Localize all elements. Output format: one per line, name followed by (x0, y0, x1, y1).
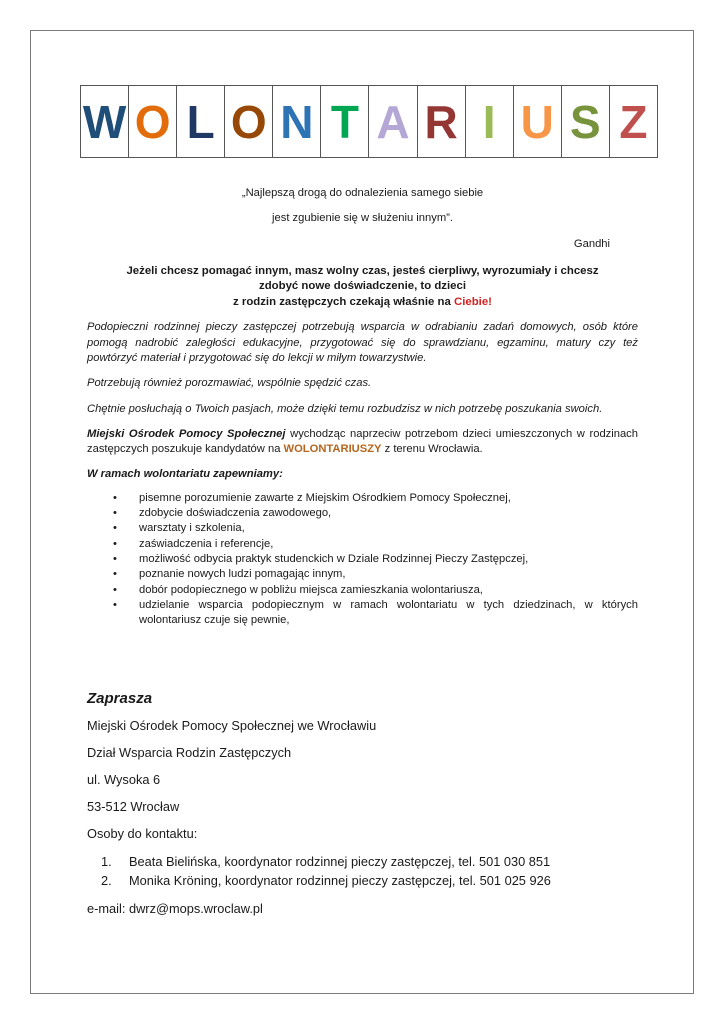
contact-street: ul. Wysoka 6 (87, 772, 161, 787)
contact-heading: Zaprasza (87, 690, 153, 707)
banner-letter: W (81, 86, 129, 157)
contact-city: 53-512 Wrocław (87, 799, 180, 814)
banner-letter: O (225, 86, 273, 157)
list-item: • pisemne porozumienie zawarte z Miejskim Ośrodkiem Pomocy Społecznej, (113, 491, 638, 506)
paragraph-talk: Potrzebują również porozmawiać, wspólnie spędzić czas. (87, 377, 372, 390)
list-item: • możliwość odbycia praktyk studenckich w Dziale Rodzinnej Pieczy Zastępczej, (113, 552, 638, 567)
banner-letter: N (273, 86, 321, 157)
list-item (87, 854, 647, 869)
mops-text: wychodząc naprzeciw potrzebom dzieci umieszczonych w rodzinach zastępczych poszukuje kandydatów na (87, 427, 638, 456)
banner-letter: A (369, 86, 417, 157)
banner-letter: R (418, 86, 466, 157)
person-text: Beata Bielińska, koordynator rodzinnej pieczy zastępczej, tel. 501 030 851 (129, 854, 551, 869)
headline-line-3 (87, 295, 638, 311)
list-item: • poznanie nowych ludzi pomagając innym, (113, 567, 638, 582)
benefits-list (87, 491, 638, 629)
wolontariusz-banner (80, 85, 658, 158)
contact-org: Miejski Ośrodek Pomocy Społecznej we Wrocławiu (87, 718, 377, 733)
banner-letter: Z (619, 95, 648, 148)
benefits-heading: W ramach wolontariatu zapewniamy: (87, 468, 283, 481)
quote-line-2: jest zgubienie się w służeniu innym”. (272, 212, 453, 225)
paragraph-needs: Podopieczni rodzinnej pieczy zastępczej potrzebują wsparcia w odrabianiu zadań domowych, osób które pomogą nadrobić zaległości edukacyjne, przygotować się do sprawdzianu, egzaminu, matury czy też powtórzyć materiał i przygotować się do lekcji w miłym towarzystwie. (87, 321, 638, 364)
paragraph-mops (87, 427, 638, 458)
banner-letter: U (514, 86, 562, 157)
banner-letter: T (321, 86, 369, 157)
person-text: Monika Kröning, koordynator rodzinnej pieczy zastępczej, tel. 501 025 926 (129, 873, 551, 888)
banner-letter: L (177, 86, 225, 157)
mops-name: Miejski Ośrodek Pomocy Społecznej (87, 427, 286, 440)
person-number: 2. (101, 873, 112, 888)
quote-line-1: „Najlepszą drogą do odnalezienia samego siebie (241, 187, 484, 199)
person-number: 1. (101, 854, 112, 869)
contact-section (87, 690, 647, 929)
contact-persons-label: Osoby do kontaktu: (87, 826, 198, 841)
list-item: • zdobycie doświadczenia zawodowego, (113, 506, 638, 521)
headline-line-1: Jeżeli chcesz pomagać innym, masz wolny czas, jesteś cierpliwy, wyrozumiały i chcesz (126, 264, 599, 277)
list-item: • udzielanie wsparcia podopiecznym w ramach wolontariatu w tych dziedzinach, w których wolontariusz czuje się pewnie, (113, 598, 638, 629)
mops-text-end: z terenu Wrocławia. (381, 443, 483, 456)
list-item: • dobór podopiecznego w pobliżu miejsca zamieszkania wolontariusza, (113, 583, 638, 598)
list-item (87, 873, 647, 888)
contact-persons-list (87, 854, 647, 888)
main-content (87, 186, 638, 628)
paragraph-passions: Chętnie posłuchają o Twoich pasjach, może dzięki temu rozbudzisz w nich potrzebę poszukania swoich. (87, 402, 603, 415)
volunteers-accent: WOLONTARIUSZY (283, 443, 382, 456)
headline-accent: Ciebie! (453, 295, 492, 308)
headline (87, 264, 638, 311)
contact-dept: Dział Wsparcia Rodzin Zastępczych (87, 745, 292, 760)
banner-letter: I (466, 86, 514, 157)
banner-letter: O (129, 86, 177, 157)
banner-letter: S (562, 86, 610, 157)
quote-author: Gandhi (573, 237, 610, 250)
list-item: • zaświadczenia i referencje, (113, 537, 638, 552)
headline-line-2: zdobyć nowe doświadczenie, to dzieci (259, 280, 466, 293)
contact-email[interactable]: e-mail: dwrz@mops.wroclaw.pl (87, 901, 263, 916)
list-item: • warsztaty i szkolenia, (113, 521, 638, 536)
headline-line-3-text: z rodzin zastępczych czekają właśnie na (233, 295, 454, 308)
